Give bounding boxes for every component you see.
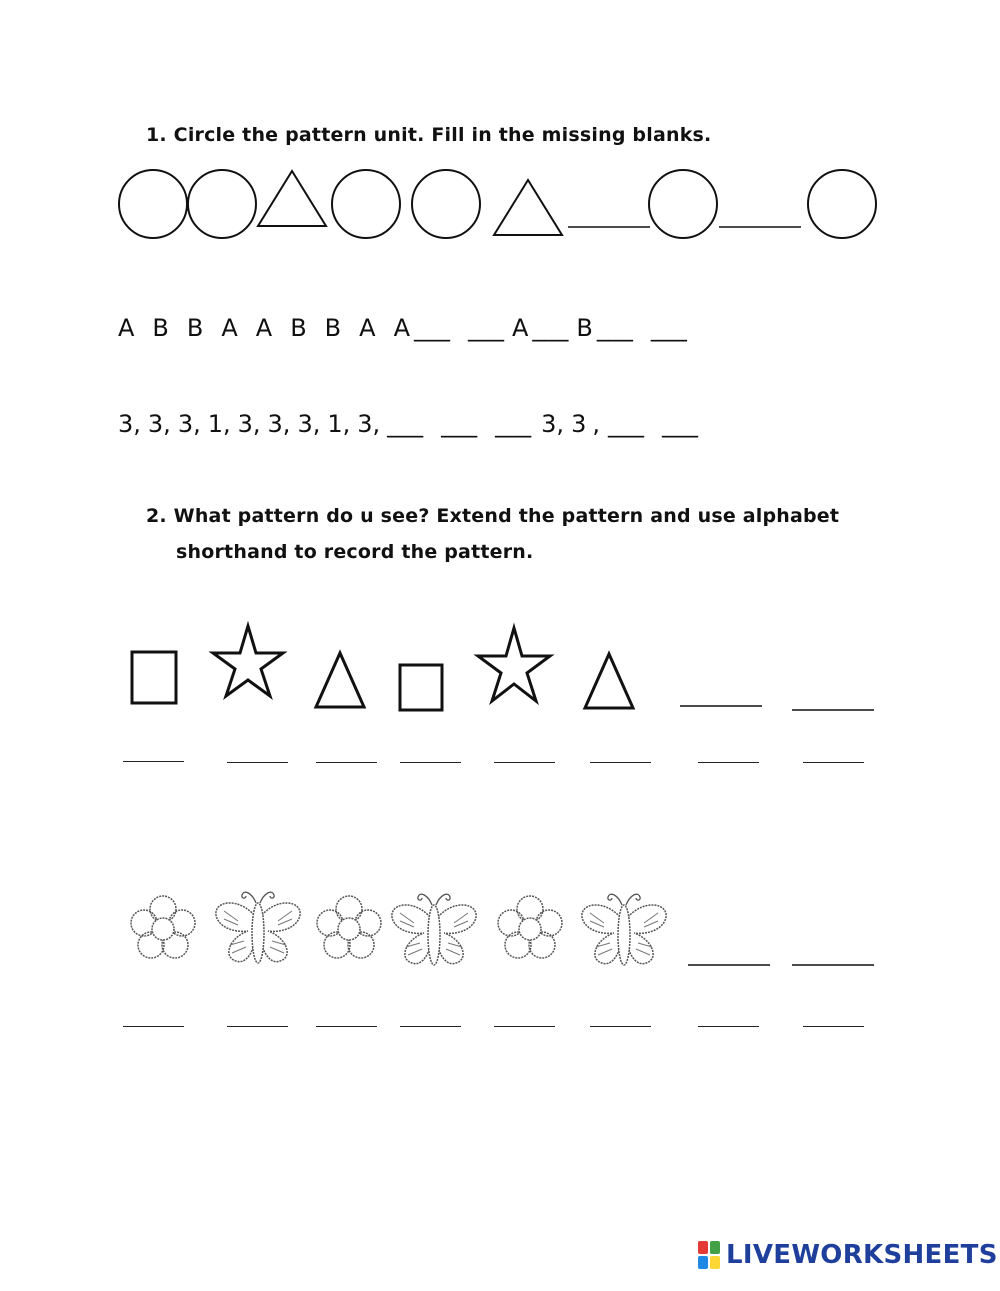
picture-pattern-row — [0, 885, 1000, 985]
seq-item: 3, — [297, 410, 321, 438]
shorthand-answer-line[interactable] — [494, 762, 555, 763]
shorthand-answer-line[interactable] — [316, 762, 377, 763]
triangle-shape — [258, 171, 326, 226]
seq-item: 1, — [327, 410, 351, 438]
seq-item: B — [152, 314, 169, 342]
seq-item: B — [324, 314, 342, 342]
star-shape — [213, 626, 283, 696]
seq-item: 3 — [571, 410, 587, 438]
butterfly-picture — [392, 894, 476, 965]
star-shape — [478, 628, 550, 701]
liveworksheets-logo-icon — [697, 1240, 723, 1270]
letter-blank[interactable]: ___ — [413, 314, 450, 342]
shorthand-answer-line[interactable] — [316, 1026, 377, 1027]
question-2-number: 2. — [146, 505, 167, 527]
question-2-heading-line-2: shorthand to record the pattern. — [176, 541, 534, 563]
number-sequence — [118, 410, 698, 438]
seq-item: A — [511, 314, 529, 342]
triangle-shape — [494, 180, 562, 235]
liveworksheets-logo — [697, 1240, 998, 1270]
seq-item: 3, — [267, 410, 291, 438]
question-1-text: Circle the pattern unit. Fill in the missing blanks. — [173, 124, 712, 146]
seq-item: A — [255, 314, 273, 342]
seq-item: 3, — [541, 410, 565, 438]
shorthand-answer-line[interactable] — [590, 1026, 651, 1027]
butterfly-picture — [582, 894, 666, 965]
seq-item: 1, — [207, 410, 231, 438]
shape-pattern-row-circles — [0, 165, 1000, 245]
seq-item: B — [186, 314, 204, 342]
triangle-shape — [316, 653, 364, 707]
seq-item: A — [359, 314, 376, 342]
circle-shape — [332, 170, 400, 238]
brand-name: LIVEWORKSHEETS — [726, 1240, 998, 1270]
circle-shape — [412, 170, 480, 238]
triangle-shape — [585, 654, 633, 708]
letter-blank[interactable]: ___ — [532, 314, 569, 342]
shorthand-answer-line[interactable] — [803, 1026, 864, 1027]
shorthand-answer-line[interactable] — [698, 762, 759, 763]
question-2-line-1: What pattern do u see? Extend the pattern and use alphabet — [173, 505, 840, 527]
shorthand-answer-line[interactable] — [123, 1026, 184, 1027]
seq-item: A — [221, 314, 238, 342]
square-shape — [400, 665, 442, 710]
flower-picture — [131, 896, 195, 958]
seq-item: 3, — [118, 410, 141, 438]
letter-blank[interactable]: ___ — [650, 314, 687, 342]
circle-shape — [119, 170, 187, 238]
shorthand-answer-line[interactable] — [494, 1026, 555, 1027]
number-blank[interactable]: ___ — [441, 410, 478, 438]
shorthand-answer-line[interactable] — [590, 762, 651, 763]
shorthand-answer-line[interactable] — [227, 762, 288, 763]
seq-item: 3, — [147, 410, 171, 438]
circle-shape — [808, 170, 876, 238]
shorthand-answer-line[interactable] — [227, 1026, 288, 1027]
shorthand-answer-line[interactable] — [400, 1026, 461, 1027]
seq-item: B — [576, 314, 593, 342]
circle-shape — [649, 170, 717, 238]
shape-pattern-row-geometric — [0, 620, 1000, 720]
seq-item: B — [290, 314, 307, 342]
seq-item: A — [118, 314, 135, 342]
seq-item: A — [393, 314, 410, 342]
letter-blank[interactable]: ___ — [596, 314, 633, 342]
seq-item: 3, — [237, 410, 261, 438]
letter-sequence — [118, 314, 687, 342]
shorthand-answer-line[interactable] — [803, 762, 864, 763]
letter-blank[interactable]: ___ — [467, 314, 504, 342]
number-blank[interactable]: ___ — [661, 410, 698, 438]
question-2-heading — [146, 505, 839, 527]
square-shape — [132, 652, 176, 703]
butterfly-picture — [216, 892, 300, 963]
seq-item: 3, — [357, 410, 381, 438]
seq-item: , — [592, 410, 600, 438]
shorthand-answer-line[interactable] — [123, 761, 184, 762]
question-1-number: 1. — [146, 124, 167, 146]
number-blank[interactable]: ___ — [495, 410, 532, 438]
flower-picture — [498, 896, 562, 958]
shorthand-answer-line[interactable] — [400, 762, 461, 763]
number-blank[interactable]: ___ — [607, 410, 644, 438]
circle-shape — [188, 170, 256, 238]
seq-item: 3, — [177, 410, 201, 438]
flower-picture — [317, 896, 381, 958]
shorthand-answer-line[interactable] — [698, 1026, 759, 1027]
question-1-heading — [146, 124, 711, 146]
number-blank[interactable]: ___ — [387, 410, 424, 438]
